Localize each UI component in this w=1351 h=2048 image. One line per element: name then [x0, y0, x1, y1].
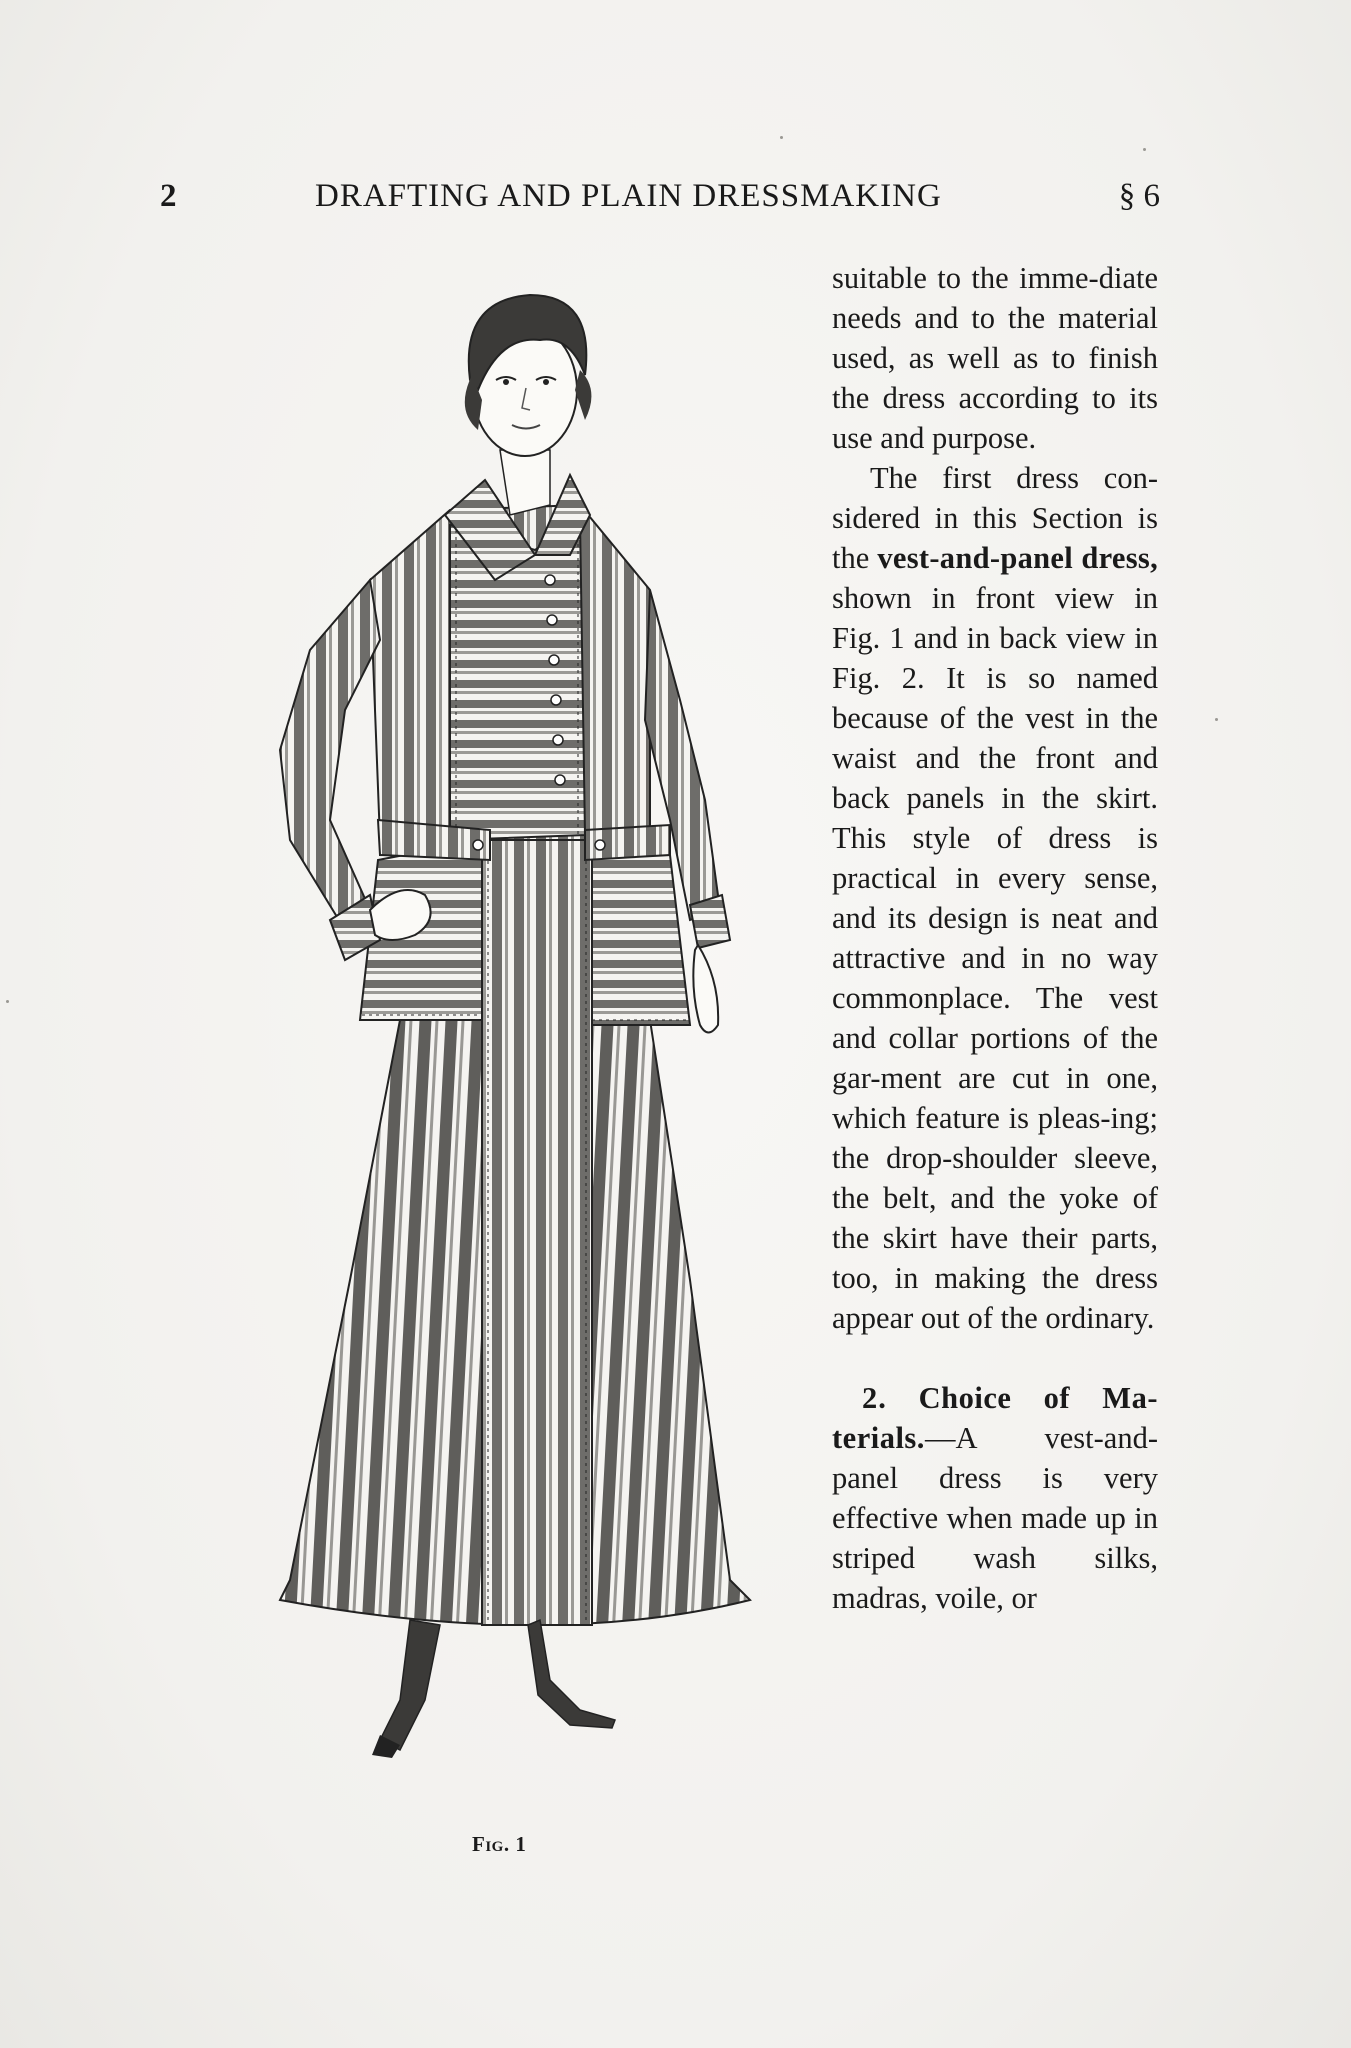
section-mark: § 6: [1118, 178, 1160, 214]
bodice: [370, 475, 650, 840]
paragraph: [832, 458, 1158, 1338]
paper-speck: [6, 1000, 9, 1003]
running-head: DRAFTING AND PLAIN DRESSMAKING: [315, 178, 942, 214]
paper-speck: [1143, 148, 1146, 151]
paragraph-text: The first dress con-sidered in this Section is the: [832, 461, 1158, 575]
paragraph-text: shown in front view in Fig. 1 and in back view in Fig. 2. It is so named because of the vest in the waist and the front and back panels in the skirt. This style of dress is practical in every sense, and its design is neat and attractive and in no way commonplace. The vest and collar portions of the gar-ment are cut in one, which feature is pleas-ing; the drop-shoulder sleeve, the belt, and the yoke of the skirt have their parts, too, in making the dress appear out of the ordinary.: [832, 581, 1158, 1335]
article-number: 2.: [862, 1381, 887, 1415]
shoes: [372, 1620, 615, 1758]
head: [465, 295, 592, 456]
page-number: 2: [160, 178, 177, 214]
paragraph: suitable to the imme-diate needs and to the material used, as well as to finish the dress according to its use and purpose.: [832, 261, 1158, 455]
body-text-column: [832, 258, 1158, 1618]
figure-caption: Fig. 1: [472, 1832, 527, 1856]
fashion-illustration: [250, 280, 790, 1800]
term-vest-and-panel-dress: vest-and-panel dress,: [877, 541, 1158, 575]
page-header: [160, 172, 1160, 222]
paper-speck: [780, 136, 783, 139]
paragraph-text: —A vest-and-panel dress is very effective when made up in striped wash silks, madras, voile, or: [832, 1421, 1158, 1615]
paper-speck: [1215, 718, 1218, 721]
article-heading: Choice of Ma-terials.: [832, 1381, 1159, 1455]
paragraph: [832, 1378, 1158, 1618]
